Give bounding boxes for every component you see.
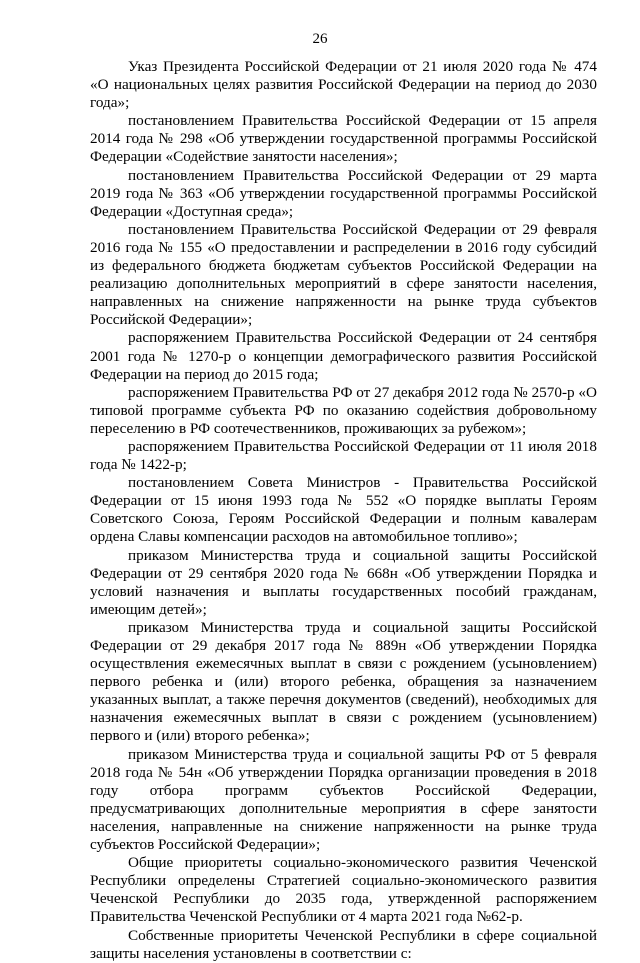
paragraph-5: распоряжением Правительства Российской Федерации от 24 сентября 2001 года № 1270-р о концепции демографического развития Российской Федерации на период до 2015 года;	[90, 329, 597, 383]
document-body	[90, 58, 597, 963]
paragraph-7: распоряжением Правительства Российской Федерации от 11 июля 2018 года № 1422-р;	[90, 437, 597, 474]
paragraph-6: распоряжением Правительства РФ от 27 декабря 2012 года № 2570-р «О типовой программе субъекта РФ по оказанию содействия добровольному переселению в РФ соотечественников, проживающих за рубежом»;	[90, 383, 597, 437]
paragraph-12: Общие приоритеты социально-экономического развития Чеченской Республики определены Стратегией социально-экономического развития Чеченской Республики до 2035 года, утвержденной распоряжением Правительства Чеченской Республики от 4 марта 2021 года №62-р.	[90, 854, 597, 926]
paragraph-9: приказом Министерства труда и социальной защиты Российской Федерации от 29 сентября 2020 года № 668н «Об утверждении Порядка и условий назначения и выплаты государственных пособий гражданам, имеющим детей»;	[90, 546, 597, 618]
paragraph-13: Собственные приоритеты Чеченской Республики в сфере социальной защиты населения установлены в соответствии с:	[90, 926, 597, 962]
page-number: 26	[312, 31, 328, 47]
paragraph-4: постановлением Правительства Российской Федерации от 29 февраля 2016 года № 155 «О предоставлении и распределении в 2016 году субсидий из федерального бюджета бюджетам субъектов Российской Федерации на реализацию дополнительных мероприятий в сфере занятости населения, направленных на снижение напряженности на рынке труда субъектов Российской Федерации»;	[90, 220, 597, 329]
paragraph-10: приказом Министерства труда и социальной защиты Российской Федерации от 29 декабря 2017 года № 889н «Об утверждении Порядка осуществления ежемесячных выплат в связи с рождением (усыновлением) первого ребенка и (или) второго ребенка, обращения за назначением указанных выплат, а также перечня документов (сведений), необходимых для назначения ежемесячных выплат в связи с рождением (усыновлением) первого и (или) второго ребенка»;	[90, 618, 597, 745]
paragraph-11: приказом Министерства труда и социальной защиты РФ от 5 февраля 2018 года № 54н «Об утверждении Порядка организации проведения в 2018 году отбора программ субъектов Российской Федерации, предусматривающих дополнительные мероприятия в сфере занятости населения, направленные на снижение напряженности на рынке труда субъектов Российской Федерации»;	[90, 745, 597, 854]
paragraph-2: постановлением Правительства Российской Федерации от 15 апреля 2014 года № 298 «Об утверждении государственной программы Российской Федерации «Содействие занятости населения»;	[90, 112, 597, 166]
paragraph-3: постановлением Правительства Российской Федерации от 29 марта 2019 года № 363 «Об утверждении государственной программы Российской Федерации «Доступная среда»;	[90, 166, 597, 220]
paragraph-1: Указ Президента Российской Федерации от 21 июля 2020 года № 474 «О национальных целях развития Российской Федерации на период до 2030 года»;	[90, 58, 597, 112]
paragraph-8: постановлением Совета Министров - Правительства Российской Федерации от 15 июня 1993 года № 552 «О порядке выплаты Героям Советского Союза, Героям Российской Федерации и полным кавалерам ордена Славы компенсации расходов на автомобильное топливо»;	[90, 474, 597, 546]
